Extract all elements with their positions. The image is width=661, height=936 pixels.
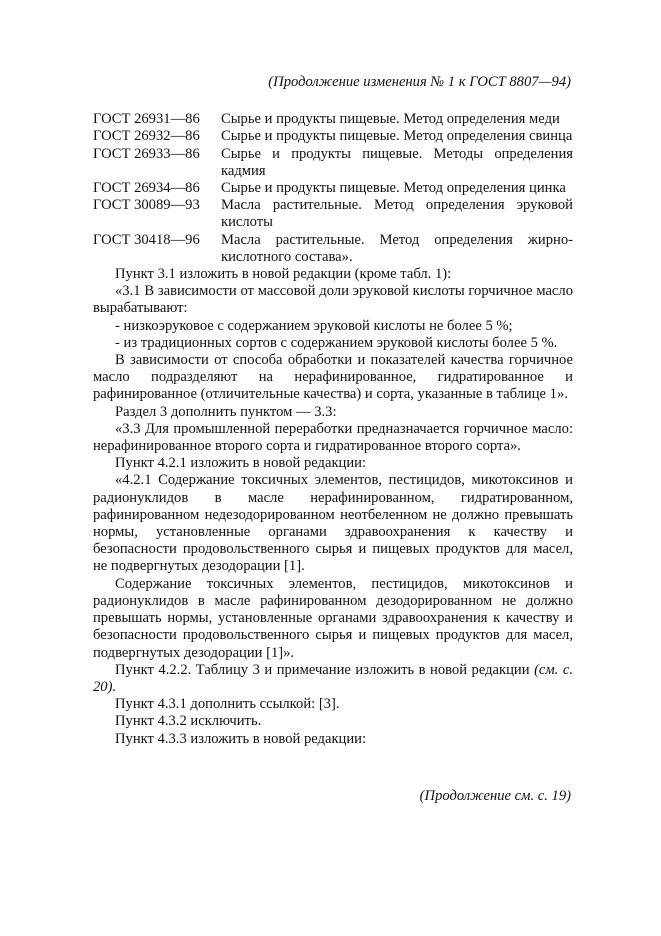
table3-paragraph bbox=[93, 662, 573, 696]
reference-row bbox=[93, 180, 573, 197]
body-paragraph: «4.2.1 Содержание токсичных элементов, пестицидов, микотоксинов и радионуклидов в масле нерафинированном, гидратированном, рафинированном недезодорированном неотбеленном не должно превышать нормы, установленные органами здравоохранения к качеству и безопасности продовольственного сырья и пищевых продуктов для масел, не подвергнутых дезодорации [1]. bbox=[93, 472, 573, 575]
body-paragraph: - низкоэруковое с содержанием эруковой кислоты не более 5 %; bbox=[115, 317, 513, 334]
page-reference: (см. с. 20). bbox=[93, 661, 573, 695]
reference-code: ГОСТ 30089—93 bbox=[93, 197, 200, 214]
reference-code: ГОСТ 26933—86 bbox=[93, 145, 200, 162]
document-page bbox=[93, 74, 573, 748]
reference-row bbox=[93, 146, 573, 180]
reference-title: Сырье и продукты пищевые. Метод определения меди bbox=[221, 111, 560, 128]
page-footer: (Продолжение см. с. 19) bbox=[419, 788, 571, 804]
body-paragraph: Пункт 4.2.1 изложить в новой редакции: bbox=[115, 455, 367, 472]
reference-row bbox=[93, 232, 573, 266]
reference-row bbox=[93, 197, 573, 231]
reference-row bbox=[93, 128, 573, 145]
body-paragraph: «3.3 Для промышленной переработки предназначается горчичное масло: нерафинированное второго сорта и гидратированное второго сорта». bbox=[93, 420, 573, 455]
reference-title: Сырье и продукты пищевые. Метод определения цинка bbox=[221, 180, 566, 197]
page-header: (Продолжение изменения № 1 к ГОСТ 8807—94) bbox=[268, 74, 571, 90]
reference-title: Масла растительные. Метод определения жирно-кислотного состава». bbox=[221, 231, 573, 265]
reference-code: ГОСТ 30418—96 bbox=[93, 231, 200, 248]
table3-text: Пункт 4.2.2. Таблицу 3 и примечание изложить в новой редакции bbox=[115, 661, 530, 678]
reference-title: Сырье и продукты пищевые. Методы определения кадмия bbox=[221, 145, 573, 179]
reference-code: ГОСТ 26931—86 bbox=[93, 111, 200, 128]
body-paragraph: - из традиционных сортов с содержанием эруковой кислоты более 5 %. bbox=[115, 334, 558, 351]
body-paragraph: Пункт 3.1 изложить в новой редакции (кроме табл. 1): bbox=[115, 266, 452, 283]
reference-title: Сырье и продукты пищевые. Метод определения свинца bbox=[221, 128, 573, 145]
body-paragraph: Пункт 4.3.1 дополнить ссылкой: [3]. bbox=[115, 696, 340, 713]
body-paragraph: «3.1 В зависимости от массовой доли эруковой кислоты горчичное масло вырабатывают: bbox=[93, 283, 573, 317]
body-paragraph: Пункт 4.3.2 исключить. bbox=[115, 713, 262, 730]
body-paragraph: Пункт 4.3.3 изложить в новой редакции: bbox=[115, 730, 367, 747]
body-paragraph: Раздел 3 дополнить пунктом — 3.3: bbox=[115, 403, 337, 420]
reference-row bbox=[93, 111, 573, 128]
reference-code: ГОСТ 26934—86 bbox=[93, 180, 200, 197]
reference-list bbox=[93, 111, 573, 266]
body-paragraph: В зависимости от способа обработки и показателей качества горчичное масло подразделяют на нерафинированное, гидратированное и рафинированное (отличительные качества) и сорта, указанные в таблице 1». bbox=[93, 352, 573, 403]
body-paragraph: Содержание токсичных элементов, пестицидов, микотоксинов и радионуклидов в масле рафинированном дезодорированном не должно превышать нормы, установленные органами здравоохранения к качеству и безопасности продовольственного сырья и пищевых продуктов для масел, подвергнутых дезодорации [1]». bbox=[93, 575, 573, 661]
reference-title: Масла растительные. Метод определения эруковой кислоты bbox=[221, 197, 573, 231]
reference-code: ГОСТ 26932—86 bbox=[93, 128, 200, 145]
